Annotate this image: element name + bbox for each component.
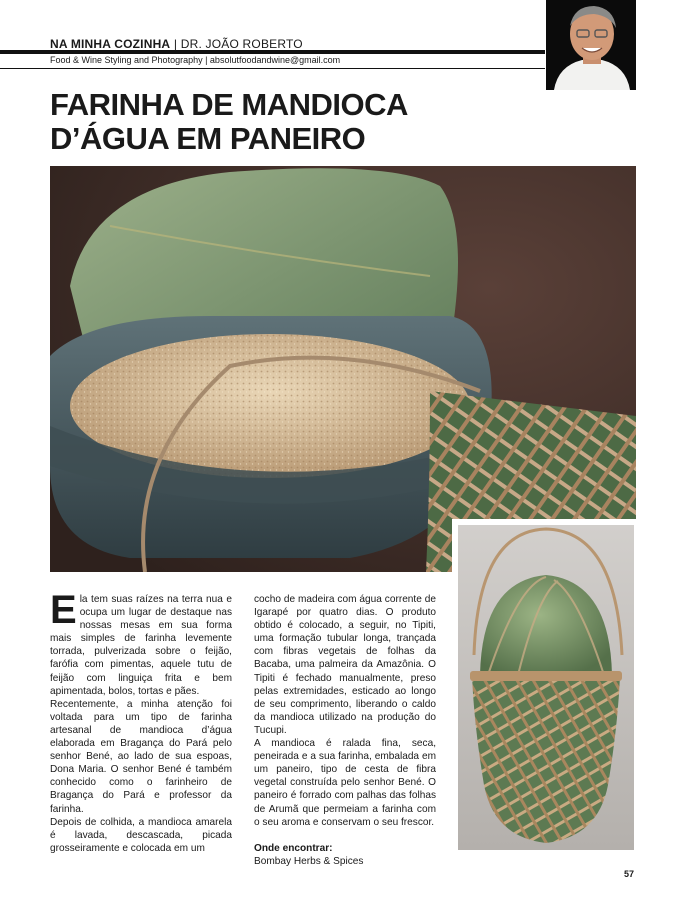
inset-photo-frame xyxy=(452,519,640,856)
header-rule-thin xyxy=(0,68,545,69)
section-name: NA MINHA COZINHA xyxy=(50,37,171,51)
article-column-2 xyxy=(254,593,436,868)
author-name: DR. JOÃO ROBERTO xyxy=(180,37,303,51)
page-number: 57 xyxy=(624,869,635,879)
title-line-1: FARINHA DE MANDIOCA xyxy=(50,87,408,122)
paragraph-intro xyxy=(50,588,232,698)
byline-subtitle: Food & Wine Styling and Photography | absolutfoodandwine@gmail.com xyxy=(50,55,341,65)
paragraph-3-continued: cocho de madeira com água corrente de Igarapé por quatro dias. O produto obtido é colocado, a seguir, no Tipiti, uma formação tubular longa, trançada com fibras vegetais de folhas da Bacaba, uma palmeira da Amazônia. O Tipiti é fechado manualmente, preso pelas extremidades, esticado ao longo de seu comprimento, liberando o caldo da mandioca utilizado na produção do Tucupi. xyxy=(254,594,436,736)
article-column-1 xyxy=(50,588,232,855)
hero-photo xyxy=(50,166,636,572)
basket-photo xyxy=(458,525,634,850)
paragraph-3: Depois de colhida, a mandioca amarela é lavada, descascada, picada grosseiramente e colocada em um xyxy=(50,816,232,854)
paragraph-1-text: la tem suas raízes na terra nua e ocupa um lugar de destaque nas nossas mesas em sua forma mais simples de farinha levemente torrada, pulverizada sobre o feijão, farófia com pimentas, aquele tutu de feijão com linguiça frita e bem apimentada, bolos, tortas e pães. xyxy=(50,594,232,697)
where-to-find-heading: Onde encontrar: xyxy=(254,842,333,854)
author-photo xyxy=(546,0,636,90)
paragraph-4: A mandioca é ralada fina, seca, peneirada e a sua farinha, embalada em um paneiro, tipo de cesta de fibra vegetal construída pelo senhor Bené. O paneiro é forrado com palhas das folhas de Arumã que permeiam a farinha com o seu aroma e conservam o seu frescor. xyxy=(254,738,436,828)
drop-cap: E xyxy=(50,588,77,632)
title-line-2: D’ÁGUA EM PANEIRO xyxy=(50,121,366,156)
section-header xyxy=(50,37,303,51)
section-separator: | xyxy=(173,37,178,51)
where-to-find-value: Bombay Herbs & Spices xyxy=(254,855,364,867)
paragraph-2: Recentemente, a minha atenção foi voltada para um tipo de farinha artesanal de mandioca d’água elaborada em Bragança do Pará pelo senhor Bené, ao lado de sua espoas, Dona Maria. O senhor Bené é também conhecido como o farinheiro de Bragança do Pará e professor da farinha. xyxy=(50,698,232,815)
article-title xyxy=(50,88,590,156)
